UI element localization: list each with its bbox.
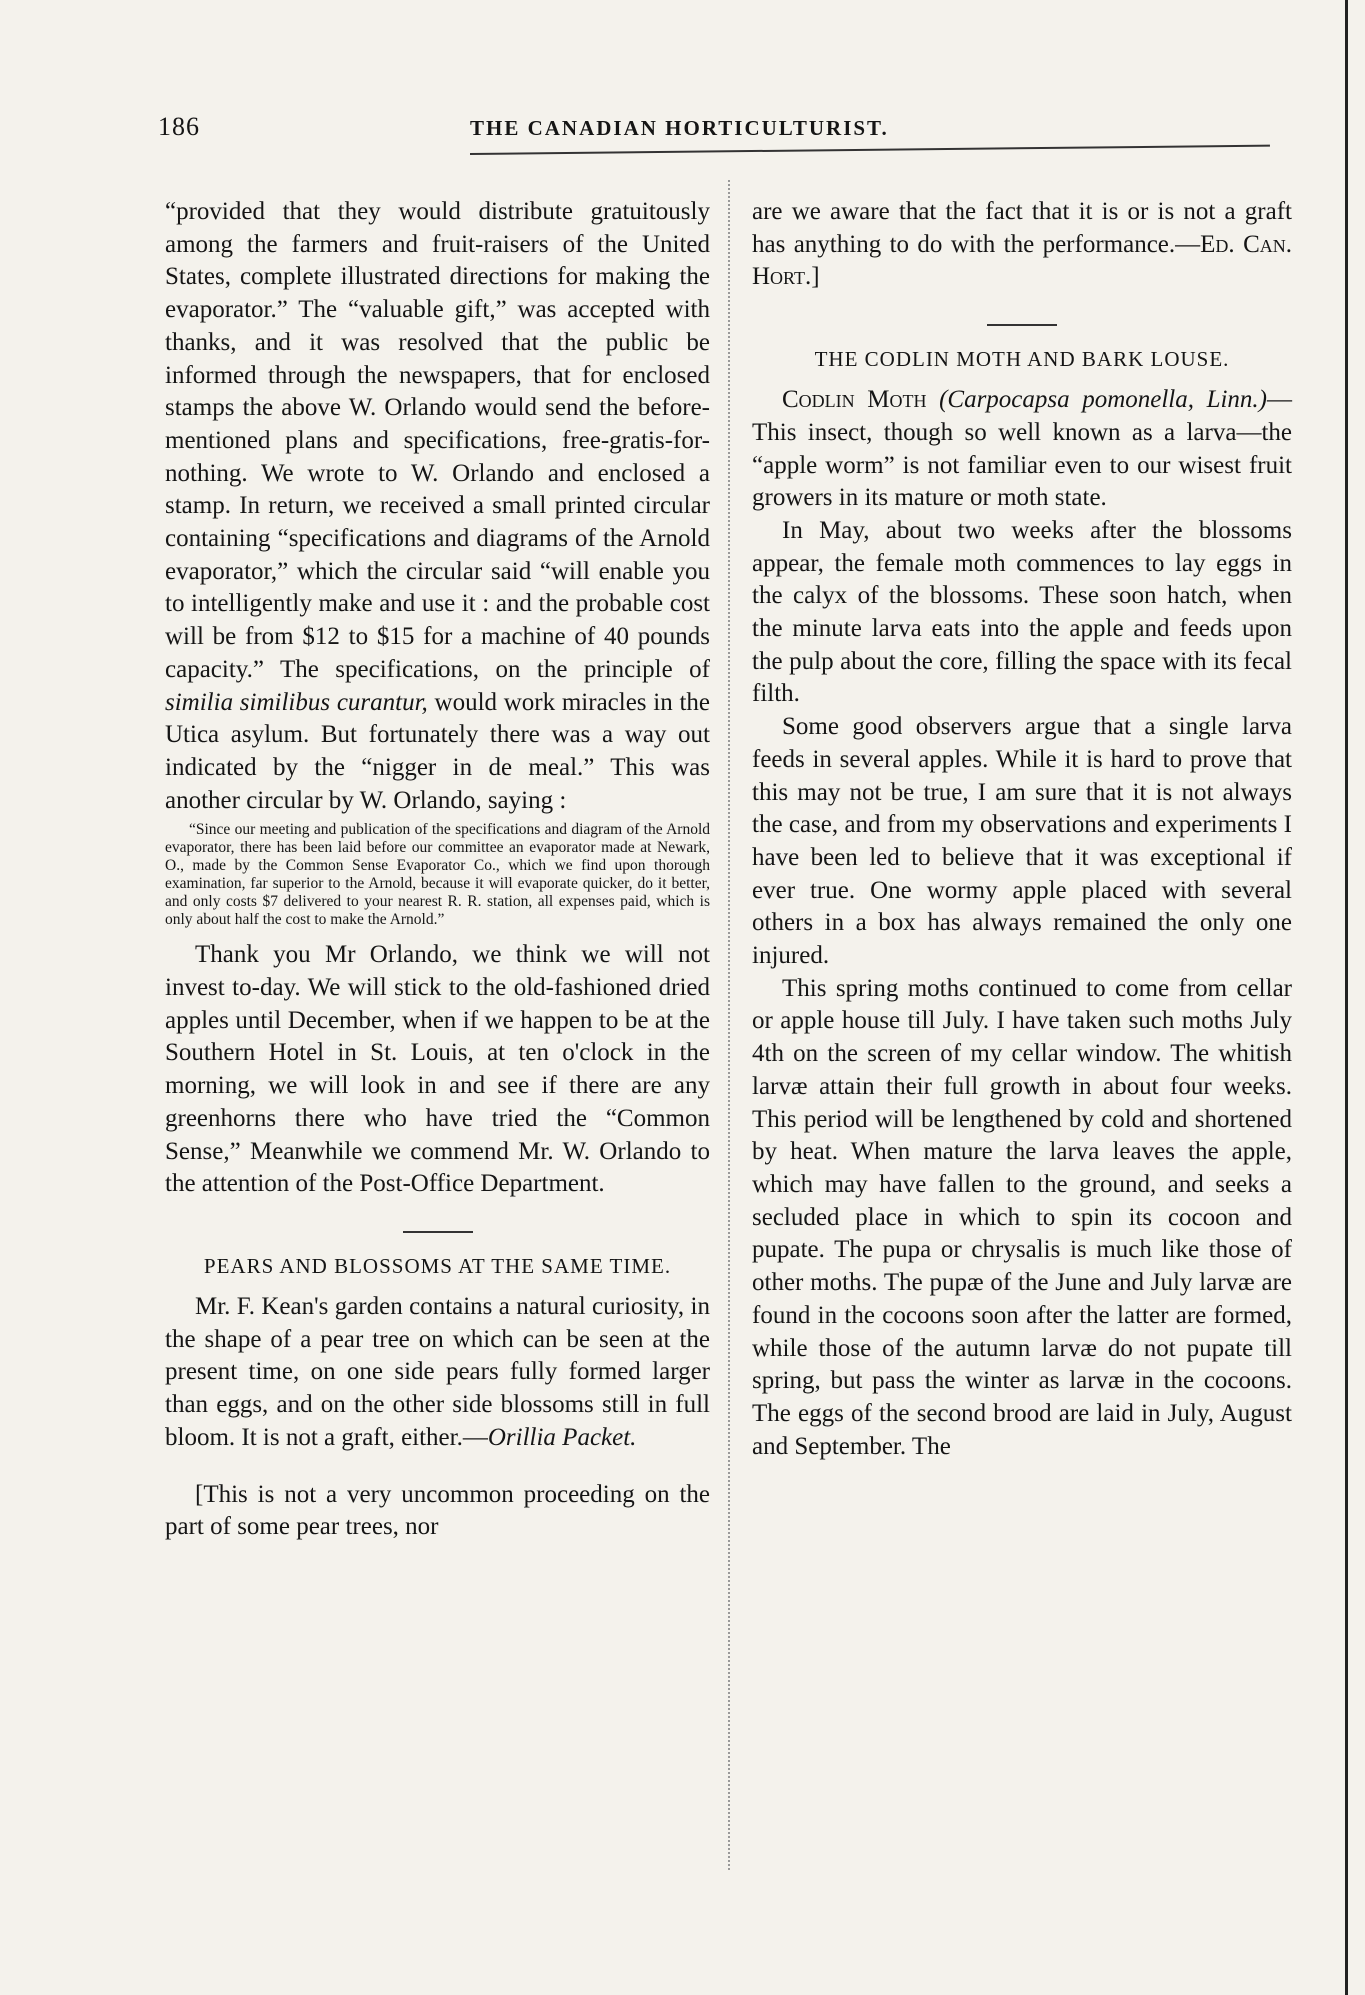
right-paragraph-2: Codlin Moth (Carpocapsa pomonella, Linn.)—This insect, though so well known as a larva—the “apple worm” is not familiar even to our wisest fruit growers in its mature or moth state.	[752, 386, 1292, 512]
editor-signature: Ed. Can. Hort.]	[752, 230, 1292, 291]
left-paragraph-1: “provided that they would distribute gratuitously among the farmers and fruit-raisers of the United States, complete illustrated directions for making the evaporator.” The “valuable gift,” was accepted with thanks, and it was resolved that the public be informed through the newspapers, that for enclosed stamps the above W. Orlando would send the before-mentioned plans and specifications, free-gratis-for-nothing. We wrote to W. Orlando and enclosed a stamp. In return, we received a small printed circular containing “specifications and diagrams of the Arnold evaporator,” which the circular said “will enable you to intelligently make and use it : and the probable cost will be from $12 to $15 for a machine of 40 pounds capacity.” The specifications, on the principle of similia similibus curantur, would work miracles in the Utica asylum. But fortunately there was a way out indicated by the “nigger in de meal.” This was another circular by W. Orlando, saying :	[165, 198, 710, 814]
header-rule	[470, 145, 1270, 155]
right-paragraph-4: Some good observers argue that a single larva feeds in several apples. While it is hard to prove that this may not be true, I am sure that it is not always the case, and from my observations and experiments I have been led to believe that it was exceptional if ever true. One wormy apple placed with several others in a box has always remained the only one injured.	[752, 713, 1292, 970]
running-title: THE CANADIAN HORTICULTURIST.	[470, 116, 889, 140]
section-divider	[987, 324, 1057, 326]
left-column	[165, 196, 710, 1544]
right-column	[752, 196, 1292, 1463]
page-right-edge	[1345, 0, 1348, 1995]
page-number: 186	[158, 112, 200, 141]
section-divider	[403, 1231, 473, 1233]
right-paragraph-1: are we aware that the fact that it is or is not a graft has anything to do with the performance.—Ed. Can. Hort.]	[752, 198, 1292, 291]
left-paragraph-4: [This is not a very uncommon proceeding on the part of some pear trees, nor	[165, 1480, 710, 1541]
latin-phrase: similia similibus curantur,	[165, 688, 428, 716]
section-heading-codlin-moth: THE CODLIN MOTH AND BARK LOUSE.	[814, 347, 1230, 372]
section-heading-pears: PEARS AND BLOSSOMS AT THE SAME TIME.	[203, 1253, 672, 1278]
quoted-circular: “Since our meeting and publication of the specifications and diagram of the Arnold evaporator, there has been laid before our committee an evaporator made at Newark, O., made by the Common Sense Evaporator Co., which we find upon thorough examination, far superior to the Arnold, because it will evaporate quicker, do it better, and only costs $7 delivered to your nearest R. R. station, all expenses paid, which is only about half the cost to make the Arnold.”	[165, 821, 710, 929]
right-paragraph-5: This spring moths continued to come from cellar or apple house till July. I have taken such moths July 4th on the screen of my cellar window. The whitish larvæ attain their full growth in about four weeks. This period will be lengthened by cold and shortened by heat. When mature the larva leaves the apple, which may have fallen to the ground, and seeks a secluded place in which to spin its cocoon and pupate. The pupa or chrysalis is much like those of other moths. The pupæ of the June and July larvæ are found in the cocoons soon after the latter are formed, while those of the autumn larvæ do not pupate till spring, but pass the winter as larvæ in the cocoons. The eggs of the second brood are laid in July, August and September. The	[752, 974, 1292, 1460]
latin-name: (Carpocapsa pomonella, Linn.)	[939, 386, 1267, 414]
left-paragraph-3: Mr. F. Kean's garden contains a natural curiosity, in the shape of a pear tree on which can be seen at the present time, on one side pears fully formed larger than eggs, and on the other side blossoms still in full bloom. It is not a graft, either.—Orillia Packet.	[165, 1292, 710, 1451]
lead-term: Codlin Moth	[782, 386, 927, 414]
source-citation: Orillia Packet.	[487, 1423, 637, 1451]
left-paragraph-2: Thank you Mr Orlando, we think we will not invest to-day. We will stick to the old-fashioned dried apples until December, when if we happen to be at the Southern Hotel in St. Louis, at ten o'clock in the morning, we will look in and see if there are any greenhorns there who have tried the “Common Sense,” Meanwhile we commend Mr. W. Orlando to the attention of the Post-Office Department.	[165, 941, 710, 1198]
column-separator	[728, 180, 730, 1870]
right-paragraph-3: In May, about two weeks after the blossoms appear, the female moth commences to lay eggs in the calyx of the blossoms. These soon hatch, when the minute larva eats into the apple and feeds upon the pulp about the core, filling the space with its fecal filth.	[752, 516, 1292, 708]
